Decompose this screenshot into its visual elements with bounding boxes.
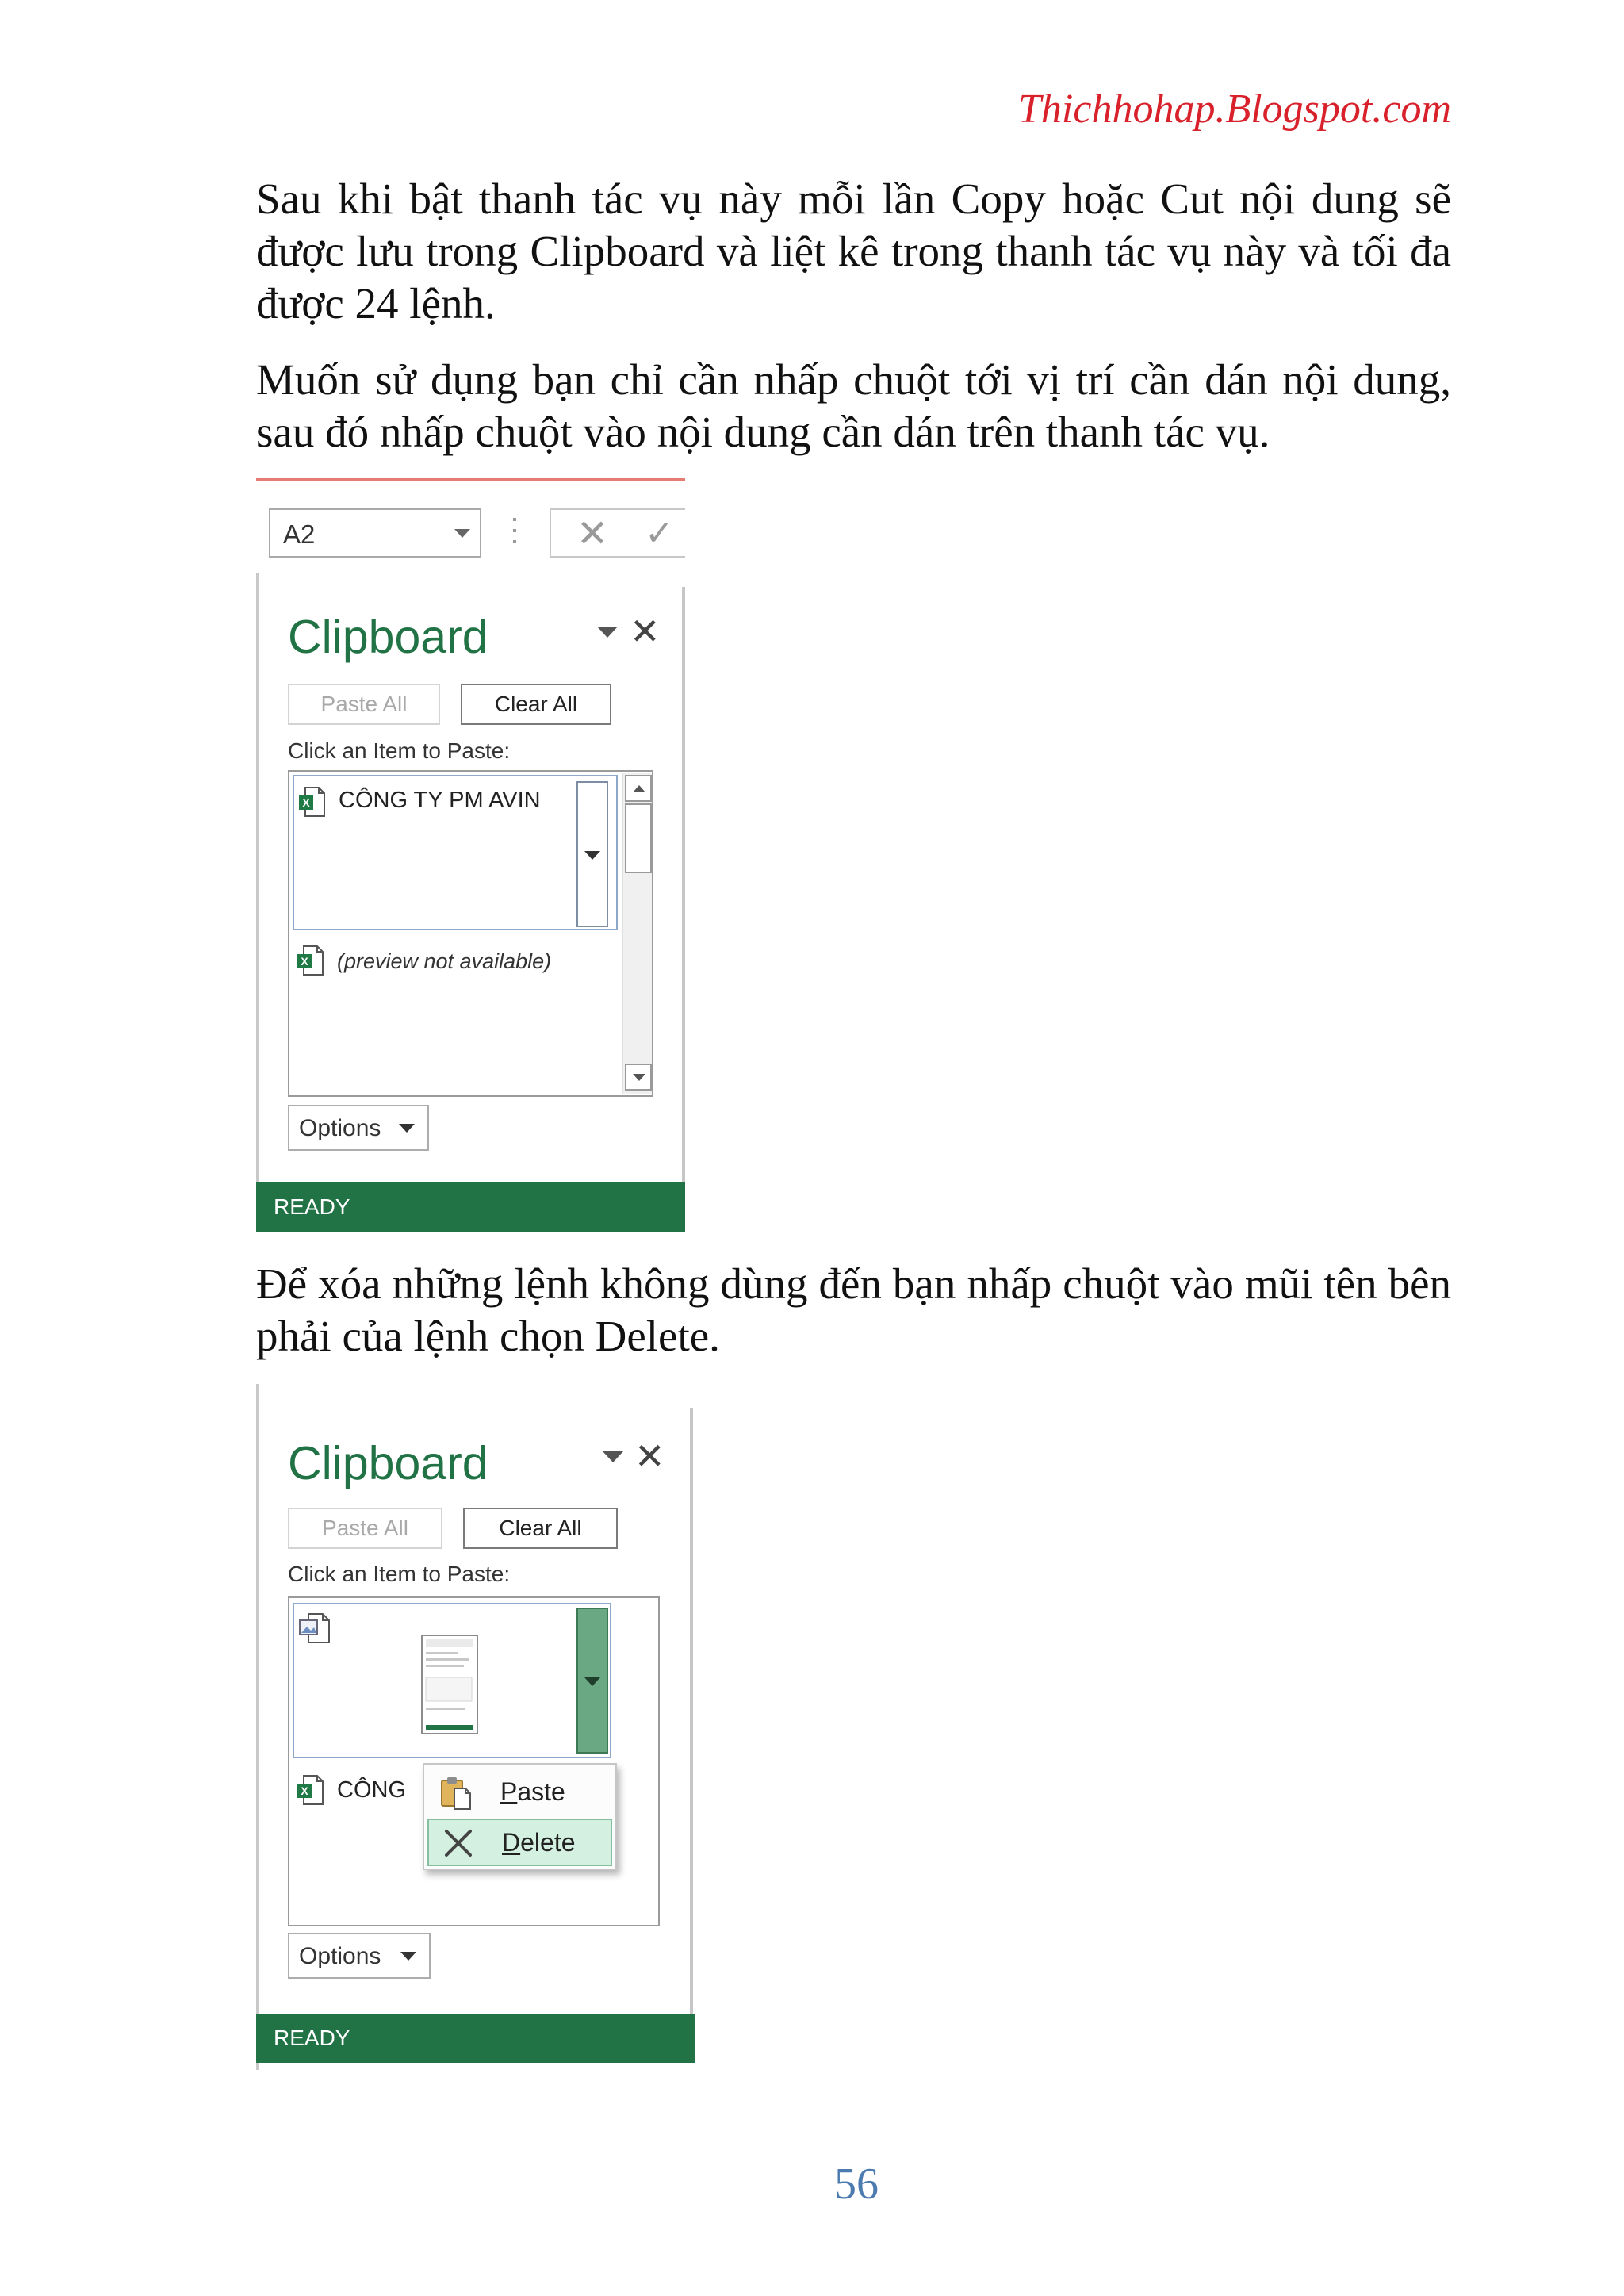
name-box[interactable] (269, 508, 481, 558)
menu-item-label: Delete (502, 1828, 576, 1857)
item-context-menu (423, 1763, 617, 1870)
clipboard-list (288, 1596, 660, 1926)
formula-buttons (550, 508, 685, 558)
chevron-down-icon (584, 1677, 600, 1686)
scroll-up-button[interactable] (625, 775, 652, 802)
excel-file-icon (297, 786, 326, 818)
paragraph-3: Để xóa những lệnh không dùng đến bạn nhấp chuột vào mũi tên bên phải của lệnh chọn Delete. (256, 1259, 1451, 1360)
svg-text:X: X (302, 796, 310, 809)
check-icon[interactable]: ✓ (645, 514, 674, 553)
clipboard-list (288, 770, 653, 1097)
paste-caption: Click an Item to Paste: (288, 738, 511, 763)
item-dropdown-button[interactable] (576, 1608, 608, 1754)
paste-icon (439, 1774, 475, 1811)
chevron-down-icon (400, 1952, 416, 1961)
chevron-down-icon (584, 851, 600, 860)
list-item[interactable] (293, 1603, 611, 1758)
svg-text:X: X (301, 955, 308, 968)
chevron-up-icon (633, 785, 645, 792)
grip-dots-icon (513, 518, 516, 548)
options-button[interactable] (288, 1105, 429, 1151)
list-scrollbar[interactable] (622, 773, 652, 1094)
pane-left-edge (256, 573, 259, 1232)
document-thumbnail (421, 1635, 478, 1734)
pane-left-edge (256, 1384, 259, 2070)
list-item-label: CÔNG (337, 1777, 406, 1803)
close-icon[interactable]: ✕ (630, 611, 661, 652)
image-file-icon (297, 1611, 332, 1644)
status-bar (256, 2014, 695, 2063)
options-button[interactable] (288, 1933, 431, 1979)
chevron-down-icon (399, 1124, 415, 1133)
clear-all-button[interactable]: Clear All (463, 1508, 618, 1549)
paragraph-1: Sau khi bật thanh tác vụ này mỗi lần Copy hoặc Cut nội dung sẽ được lưu trong Clipboard và liệt kê trong thanh tác vụ này và tối đa được 24 lệnh. (256, 174, 1451, 328)
scroll-thumb[interactable] (625, 803, 652, 873)
clear-all-button[interactable]: Clear All (461, 684, 611, 725)
page-number: 56 (834, 2160, 879, 2209)
cancel-icon[interactable]: ✕ (576, 513, 609, 555)
pane-right-edge (682, 587, 685, 1186)
delete-icon (440, 1825, 477, 1861)
status-bar (256, 1182, 685, 1232)
menu-item-label: Paste (500, 1777, 565, 1806)
list-item-label: CÔNG TY PM AVIN (339, 788, 541, 813)
options-label: Options (299, 1943, 381, 1969)
excel-file-icon (296, 1774, 324, 1806)
paste-all-button[interactable]: Paste All (288, 1508, 442, 1549)
pane-options-arrow-icon[interactable] (603, 1451, 623, 1462)
scroll-down-button[interactable] (625, 1064, 652, 1091)
paste-all-button[interactable]: Paste All (288, 684, 440, 725)
chevron-down-icon (633, 1074, 645, 1081)
clipboard-screenshot-2 (256, 1384, 695, 2070)
name-box-value: A2 (283, 519, 316, 549)
list-item[interactable] (293, 775, 618, 930)
item-dropdown-button[interactable] (576, 781, 608, 927)
list-item-label: (preview not available) (337, 949, 552, 973)
ribbon-border (256, 478, 685, 481)
list-item[interactable] (293, 937, 618, 984)
excel-file-icon (296, 945, 324, 976)
svg-text:X: X (301, 1784, 308, 1797)
paragraph-2: Muốn sử dụng bạn chỉ cần nhấp chuột tới vị trí cần dán nội dung, sau đó nhấp chuột vào nội dung cần dán trên thanh tác vụ. (256, 355, 1451, 456)
pane-right-edge (690, 1408, 693, 2018)
clipboard-screenshot-1 (256, 478, 685, 1232)
close-icon[interactable]: ✕ (634, 1435, 665, 1477)
menu-item-delete[interactable] (427, 1819, 612, 1866)
pane-title: Clipboard (288, 611, 488, 663)
chevron-down-icon[interactable] (454, 529, 470, 538)
pane-options-arrow-icon[interactable] (597, 627, 618, 638)
site-header: Thichhohap.Blogspot.com (1018, 86, 1451, 132)
pane-title: Clipboard (288, 1437, 488, 1489)
status-text: READY (274, 1194, 350, 1219)
options-label: Options (299, 1115, 381, 1141)
status-text: READY (274, 2026, 350, 2050)
menu-item-paste[interactable] (427, 1769, 612, 1817)
paste-caption: Click an Item to Paste: (288, 1562, 511, 1586)
